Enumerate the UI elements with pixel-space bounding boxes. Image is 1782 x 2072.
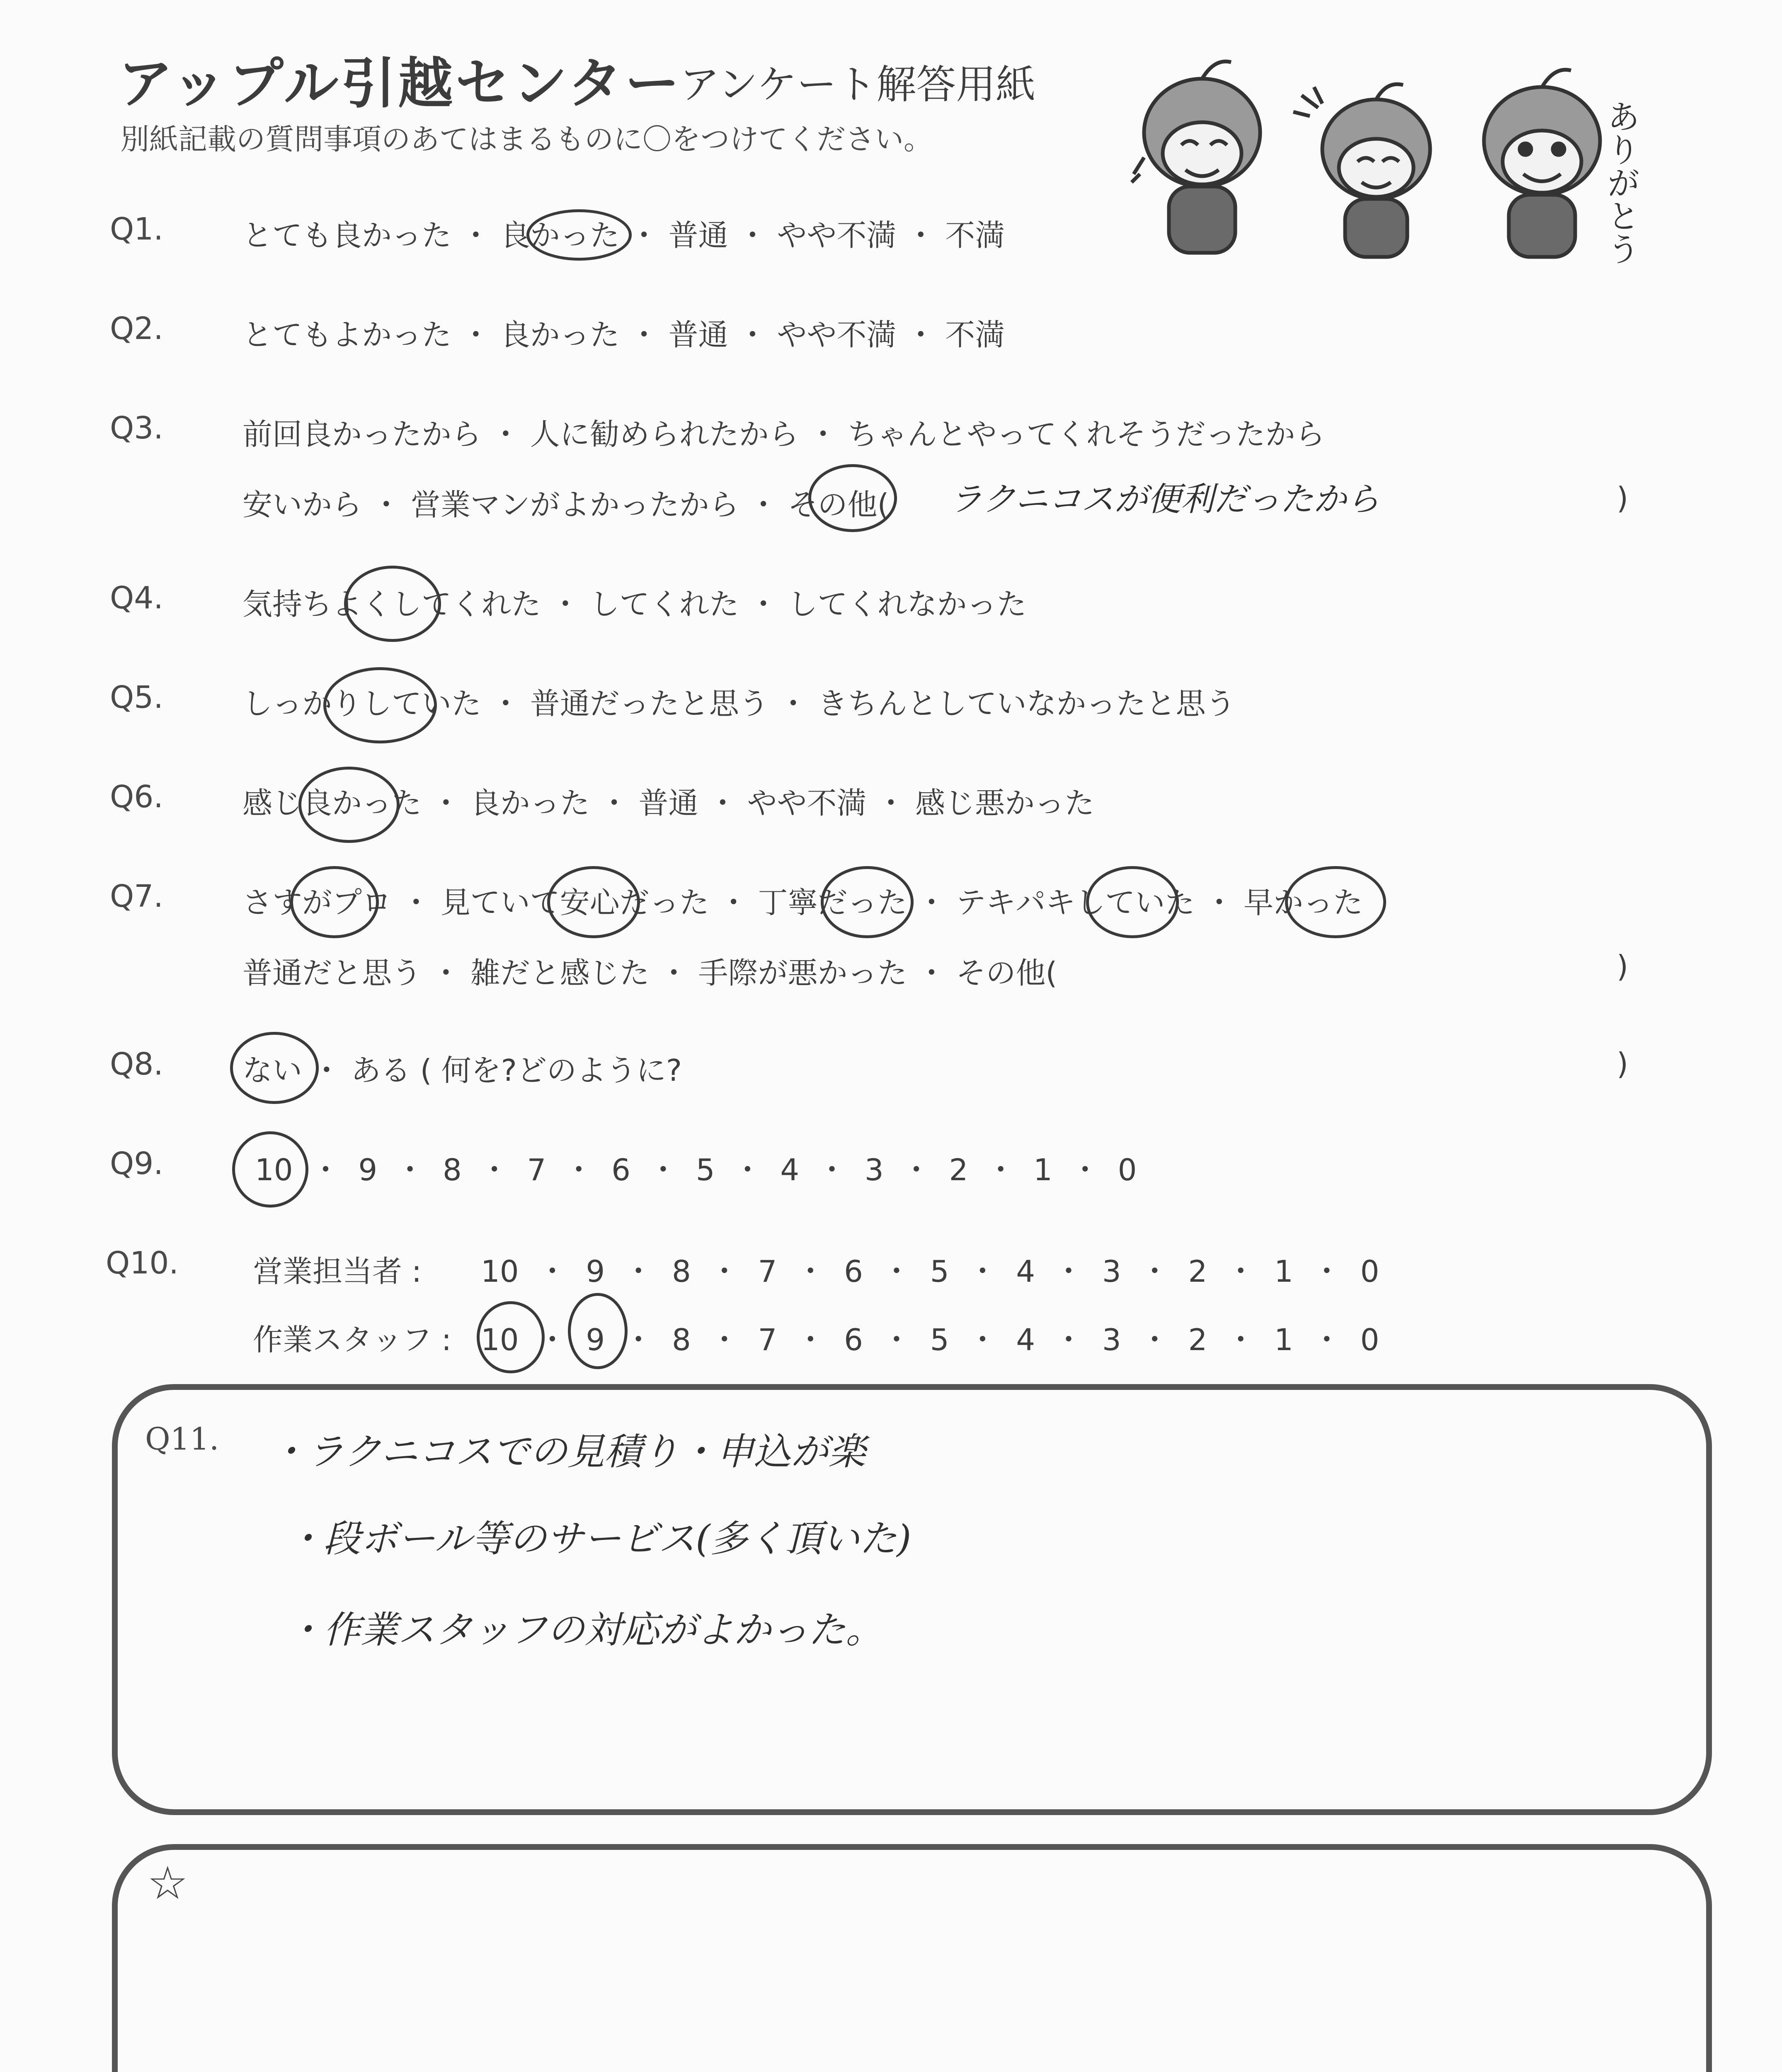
- monkey-mascots-illustration: [1127, 50, 1666, 265]
- q3-label: Q3.: [110, 410, 163, 446]
- star-icon: ☆: [147, 1857, 188, 1910]
- q11-answer-3: ・作業スタッフの対応がよかった。: [286, 1608, 883, 1652]
- q8-options[interactable]: ない ・ ある ( 何を?どのように?: [242, 1053, 682, 1088]
- q7-answer-circle-anshin: [547, 866, 640, 938]
- q5-label: Q5.: [110, 680, 163, 715]
- q9-answer-circle: [232, 1131, 308, 1208]
- q11-label: Q11.: [145, 1421, 219, 1457]
- q3-options-line1[interactable]: 前回良かったから ・ 人に勧められたから ・ ちゃんとやってくれそうだったから: [242, 417, 1325, 452]
- q10-staff-answer-circle-9: [568, 1293, 628, 1369]
- q3-other-answer: ラクニコスが便利だったから: [949, 480, 1380, 518]
- q4-options[interactable]: 気持ちよくしてくれた ・ してくれた ・ してくれなかった: [242, 587, 1027, 622]
- q10-sales-scale[interactable]: 10 ・ 9 ・ 8 ・ 7 ・ 6 ・ 5 ・ 4 ・ 3 ・ 2 ・ 1 ・ 0: [481, 1254, 1380, 1289]
- q10-sales-label: 営業担当者 :: [253, 1254, 422, 1289]
- monkey-mascot-left: [1132, 61, 1260, 253]
- q7-close-paren: ): [1617, 949, 1629, 984]
- q3-close-paren: ): [1617, 481, 1629, 516]
- free-comment-box: [112, 1844, 1712, 2072]
- q10-staff-label: 作業スタッフ :: [253, 1322, 452, 1357]
- q7-options-line2[interactable]: 普通だと思う ・ 雑だと感じた ・ 手際が悪かった ・ その他(: [242, 956, 1057, 990]
- q9-label: Q9.: [110, 1146, 163, 1181]
- q5-options[interactable]: しっかりしていた ・ 普通だったと思う ・ きちんとしていなかったと思う: [242, 686, 1236, 721]
- form-title: アップル引越センター: [118, 52, 682, 116]
- q3-answer-circle: [808, 464, 897, 532]
- q11-answer-1: ・ラクニコスでの見積り・申込が楽: [269, 1430, 866, 1474]
- q10-label: Q10.: [106, 1245, 179, 1281]
- q9-scale[interactable]: 10 ・ 9 ・ 8 ・ 7 ・ 6 ・ 5 ・ 4 ・ 3 ・ 2 ・ 1 ・ 0: [255, 1152, 1137, 1187]
- q7-options-line1[interactable]: さすがプロ ・ 見ていて安心だった ・ 丁寧だった ・ テキパキしていた ・ 早かった: [242, 885, 1363, 920]
- q8-label: Q8.: [110, 1046, 163, 1082]
- q10-staff-answer-circle-10: [477, 1301, 545, 1373]
- q1-options[interactable]: とても良かった ・ 良かった ・ 普通 ・ やや不満 ・ 不満: [242, 218, 1005, 253]
- q2-options[interactable]: とてもよかった ・ 良かった ・ 普通 ・ やや不満 ・ 不満: [242, 317, 1005, 352]
- q1-answer-circle: [526, 209, 632, 261]
- q3-options-line2[interactable]: 安いから ・ 営業マンがよかったから ・ その他(: [242, 487, 889, 522]
- q8-close-paren: ): [1617, 1046, 1629, 1081]
- q5-answer-circle: [323, 667, 437, 743]
- q8-answer-circle: [230, 1032, 319, 1104]
- monkey-mascot-middle: [1293, 84, 1430, 257]
- q4-label: Q4.: [110, 580, 163, 616]
- q7-answer-circle-pro: [290, 866, 379, 938]
- q7-label: Q7.: [110, 879, 163, 914]
- q7-answer-circle-teinei: [821, 866, 914, 938]
- q7-answer-circle-hayai: [1285, 866, 1386, 938]
- q4-answer-circle: [344, 566, 441, 642]
- q2-label: Q2.: [110, 311, 163, 346]
- q1-label: Q1.: [110, 211, 163, 247]
- q11-answer-2: ・段ボール等のサービス(多く頂いた): [286, 1517, 912, 1561]
- monkey-mascot-right: [1484, 70, 1600, 257]
- q6-options[interactable]: 感じ良かった ・ 良かった ・ 普通 ・ やや不満 ・ 感じ悪かった: [242, 786, 1095, 821]
- form-subtitle: アンケート解答用紙: [680, 61, 1036, 108]
- q6-label: Q6.: [110, 779, 163, 815]
- thanks-text: ありがとう: [1601, 99, 1640, 265]
- instruction-text: 別紙記載の質問事項のあてはまるものに〇をつけてください。: [120, 122, 933, 156]
- q10-staff-scale[interactable]: 10 ・ 9 ・ 8 ・ 7 ・ 6 ・ 5 ・ 4 ・ 3 ・ 2 ・ 1 ・ 0: [481, 1322, 1380, 1357]
- q6-answer-circle: [298, 767, 400, 843]
- q7-answer-circle-tekipaki: [1086, 866, 1179, 938]
